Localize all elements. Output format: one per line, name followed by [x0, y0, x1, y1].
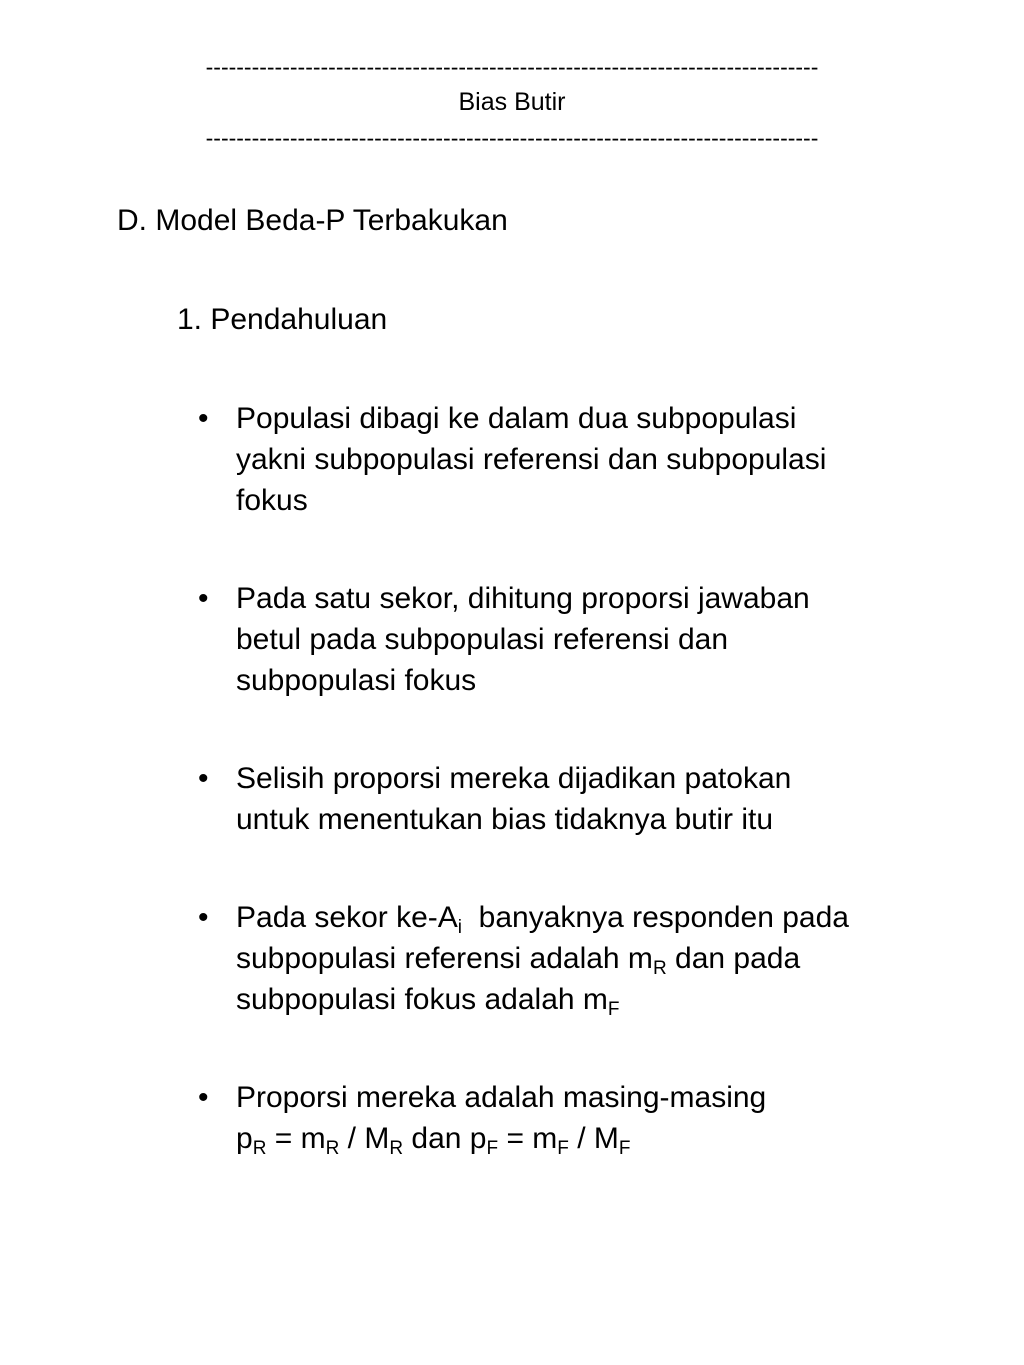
subscript: R — [652, 958, 667, 979]
bullet-text-line: untuk menentukan bias tidaknya butir itu — [236, 803, 773, 836]
bullet-text-line: fokus — [236, 484, 308, 517]
formula-text: dan p — [403, 1122, 487, 1155]
bullet-text-segment: subpopulasi referensi adalah m — [236, 942, 653, 975]
bullet-text-segment: dan pada — [666, 942, 801, 975]
formula-text: = m — [498, 1122, 558, 1155]
bullet-dot-icon: • — [198, 762, 209, 795]
formula-text: = m — [266, 1122, 326, 1155]
bullet-item-selisih — [198, 758, 998, 840]
bullet-text-line: Proporsi mereka adalah masing-masing — [236, 1081, 767, 1114]
bullet-text-line: betul pada subpopulasi referensi dan — [236, 623, 729, 656]
bullet-text-segment: subpopulasi fokus adalah m — [236, 983, 608, 1016]
formula-text: / M — [339, 1122, 390, 1155]
bullet-dot-icon: • — [198, 901, 209, 934]
bullet-text-segment: banyaknya responden pada — [462, 901, 849, 934]
bullet-dot-icon: • — [198, 1081, 209, 1114]
subsection-title: 1. Pendahuluan — [177, 303, 388, 336]
bullet-dot-icon: • — [198, 402, 209, 435]
subscript: F — [618, 1138, 631, 1159]
page-header-title: Bias Butir — [458, 88, 566, 116]
bullet-item-pada-sekor-ke — [198, 897, 998, 1020]
bullet-item-populasi — [198, 398, 998, 521]
subscript: i — [457, 917, 463, 938]
formula — [236, 1122, 631, 1159]
formula-text: p — [236, 1122, 253, 1155]
bullet-text-line: subpopulasi fokus — [236, 664, 477, 697]
subscript: F — [486, 1138, 499, 1159]
bullet-text-segment: Pada sekor ke-A — [236, 901, 458, 934]
bullet-dot-icon: • — [198, 582, 209, 615]
subscript: R — [252, 1138, 267, 1159]
formula-text: / M — [568, 1122, 619, 1155]
bullet-text-line: Pada satu sekor, dihitung proporsi jawaban — [236, 582, 810, 615]
header-rule-top: -------------------------------------------------------------------------------- — [205, 55, 819, 79]
subscript: R — [325, 1138, 340, 1159]
bullet-list — [198, 398, 998, 1216]
bullet-item-proporsi — [198, 1077, 998, 1159]
bullet-text-line: yakni subpopulasi referensi dan subpopulasi — [236, 443, 827, 476]
bullet-item-pada-satu-sekor — [198, 578, 998, 701]
subscript: F — [557, 1138, 569, 1159]
subscript: F — [607, 999, 620, 1020]
header-rule-bottom: -------------------------------------------------------------------------------- — [205, 126, 819, 150]
bullet-text-line: Populasi dibagi ke dalam dua subpopulasi — [236, 402, 797, 435]
bullet-text-line: Selisih proporsi mereka dijadikan patokan — [236, 762, 792, 795]
subscript: R — [389, 1138, 404, 1159]
section-title: D. Model Beda-P Terbakukan — [117, 204, 508, 237]
